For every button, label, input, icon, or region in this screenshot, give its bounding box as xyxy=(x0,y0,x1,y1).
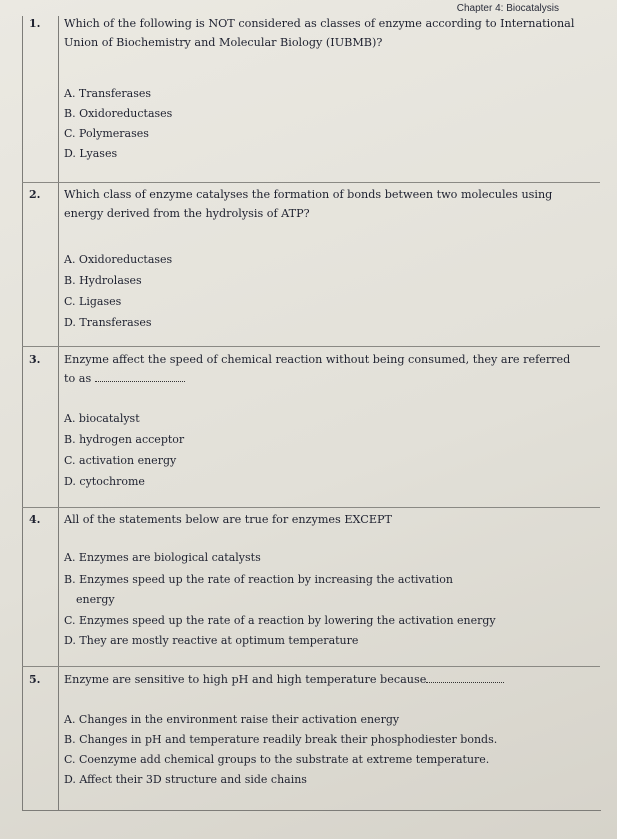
question-2-number: 2. xyxy=(29,188,41,201)
question-3-option-a: A. biocatalyst xyxy=(64,412,140,425)
question-5-option-d: D. Affect their 3D structure and side chains xyxy=(64,773,307,786)
answer-blank xyxy=(426,672,504,683)
row-divider xyxy=(22,182,600,183)
question-3-option-d: D. cytochrome xyxy=(64,475,145,488)
row-divider xyxy=(22,666,600,667)
question-4-text: All of the statements below are true for enzymes EXCEPT xyxy=(64,513,392,526)
question-1-option-d: D. Lyases xyxy=(64,147,118,160)
question-5-text xyxy=(64,670,594,689)
question-5-option-a: A. Changes in the environment raise their activation energy xyxy=(64,713,400,726)
row-divider xyxy=(22,346,600,347)
question-1-option-a: A. Transferases xyxy=(64,87,152,100)
question-4-option-b: B. Enzymes speed up the rate of reaction by increasing the activation xyxy=(64,573,453,586)
question-1-text: Which of the following is NOT considered as classes of enzyme according to International Union of Biochemistry and Molecular Biology (IUBMB)? xyxy=(64,17,575,49)
question-4-option-a: A. Enzymes are biological catalysts xyxy=(64,551,261,564)
question-5-text-body: Enzyme are sensitive to high pH and high temperature because xyxy=(64,673,427,686)
question-2-option-c: C. Ligases xyxy=(64,295,122,308)
question-3-option-c: C. activation energy xyxy=(64,454,177,467)
question-4-option-d: D. They are mostly reactive at optimum temperature xyxy=(64,634,359,647)
question-2-text: Which class of enzyme catalyses the formation of bonds between two molecules using energy derived from the hydrolysis of ATP? xyxy=(64,188,553,220)
question-2-option-d: D. Transferases xyxy=(64,316,152,329)
answer-blank xyxy=(95,371,185,382)
question-5-number: 5. xyxy=(29,673,41,686)
row-divider xyxy=(22,507,600,508)
question-3-text xyxy=(64,350,594,388)
column-divider xyxy=(58,16,59,810)
question-5-option-b: B. Changes in pH and temperature readily break their phosphodiester bonds. xyxy=(64,733,498,746)
question-2-option-b: B. Hydrolases xyxy=(64,274,142,287)
question-3-number: 3. xyxy=(29,353,41,366)
question-1-option-b: B. Oxidoreductases xyxy=(64,107,173,120)
question-5-option-c: C. Coenzyme add chemical groups to the substrate at extreme temperature. xyxy=(64,753,490,766)
question-4-option-b-continued: energy xyxy=(76,593,115,606)
question-3-option-b: B. hydrogen acceptor xyxy=(64,433,185,446)
question-4-option-c: C. Enzymes speed up the rate of a reaction by lowering the activation energy xyxy=(64,614,496,627)
chapter-header: Chapter 4: Biocatalysis xyxy=(456,3,559,14)
question-3-text-line2: to as xyxy=(64,372,92,385)
question-1-option-c: C. Polymerases xyxy=(64,127,149,140)
question-2-option-a: A. Oxidoreductases xyxy=(64,253,173,266)
question-3-text-line1: Enzyme affect the speed of chemical reaction without being consumed, they are referred xyxy=(64,353,571,366)
question-1-number: 1. xyxy=(29,17,41,30)
question-4-number: 4. xyxy=(29,513,41,526)
